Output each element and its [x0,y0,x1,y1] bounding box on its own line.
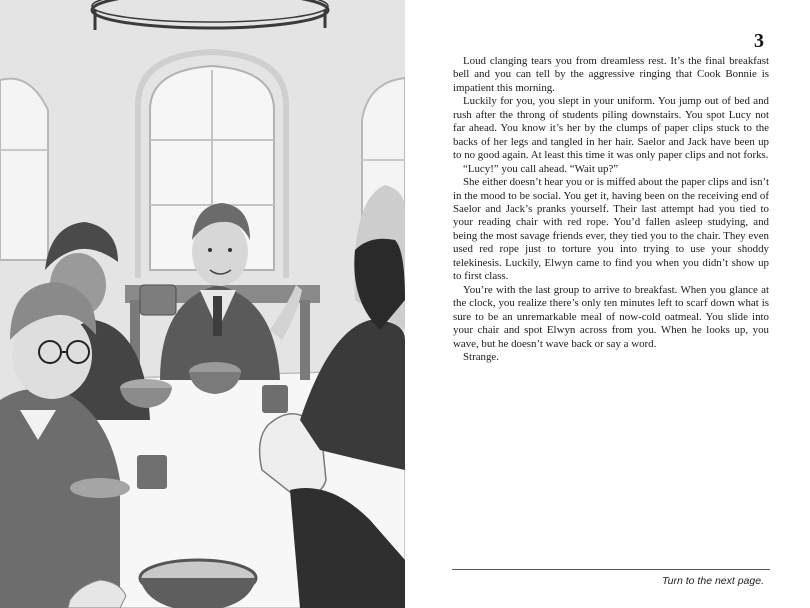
paragraph: Luckily for you, you slept in your uniform. You jump out of bed and rush after the throng of students piling downstairs. You spot Lucy not far ahead. You know it’s her by the clumps of paper clips stuck to the backs of her legs and tangled in her hair. Saelor and Jack have been up to no good again. At least this time it was only paper clips and not forks. [453,95,769,162]
paragraph: Loud clanging tears you from dreamless rest. It’s the final breakfast bell and you can tell by the aggressive ringing that Cook Bonnie is impatient this morning. [453,55,769,94]
window-left [0,79,48,260]
page-number: 3 [754,30,764,52]
paragraph: “Lucy!” you call ahead. “Wait up?” [463,162,619,175]
paragraph: She either doesn’t hear you or is miffed about the paper clips and isn’t in the mood to be social. You get it, having been on the receiving end of Saelor and Jack’s pranks yourself. Their last attempt had you tied to your reading chair with red rope. You’d fallen asleep studying, and being the most savage friends ever, they tied you to the chair. They even used red rope just to torture you into trying to use your shoddy telekinesis. Luckily, Elwyn came to find you when you didn’t show up to first class. [453,176,769,283]
story-text [453,55,769,364]
turn-page-prompt[interactable]: Turn to the next page. [662,575,764,587]
paragraph: You’re with the last group to arrive to breakfast. When you glance at the clock, you realize there’s only ten minutes left to scarf down what is sure to be an unremarkable meal of now-cold oatmeal. You slide into your chair and spot Elwyn across from you. When he looks up, you wave, but he doesn’t wave back or say a word. [453,283,769,350]
footer-rule [452,569,770,570]
paragraph: Strange. [463,350,499,363]
text-page [405,0,810,608]
